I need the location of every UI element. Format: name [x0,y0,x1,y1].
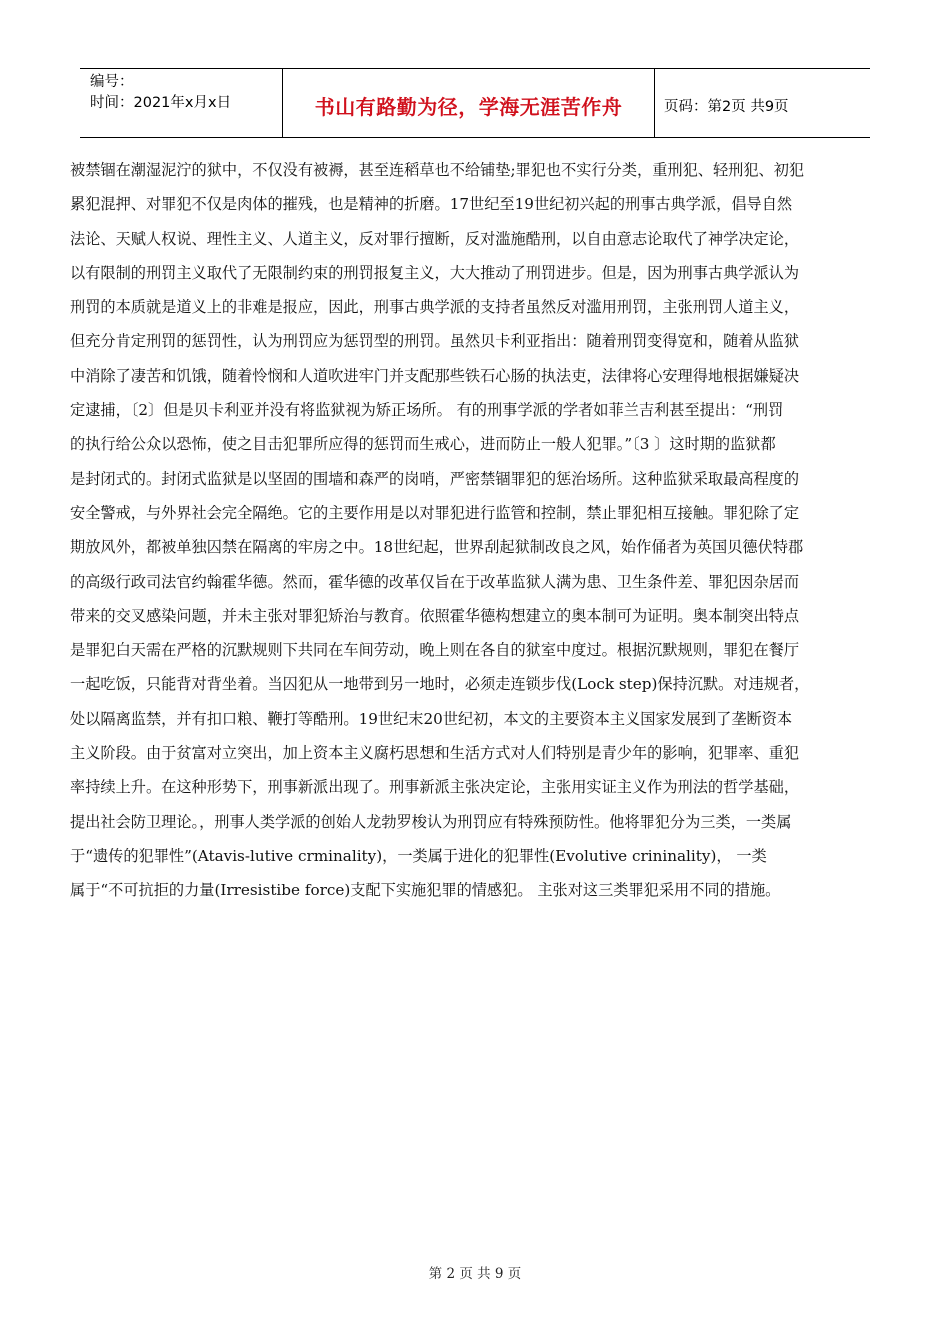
text-line: 刑罚的本质就是道义上的非难是报应，因此，刑事古典学派的支持者虽然反对滥用刑罚，主张刑罚人道主义， [70,298,799,317]
document-number: 编号： [90,74,134,90]
text-line: 处以隔离监禁，并有扣口粮、鞭打等酷刑。19世纪末20世纪初，本文的主要资本主义国家发展到了垄断资本 [70,709,793,728]
text-line: 安全警戒，与外界社会完全隔绝。它的主要作用是以对罪犯进行监管和控制，禁止罪犯相互接触。罪犯除了定 [70,503,799,522]
text-line: 以有限制的刑罚主义取代了无限制约束的刑罚报复主义，大大推动了刑罚进步。但是，因为刑事古典学派认为 [70,263,799,282]
text-line: 法论、天赋人权说、理性主义、人道主义，反对罪行擅断，反对滥施酷刑，以自由意志论取代了神学决定论， [70,229,799,248]
text-line: 中消除了凄苦和饥饿，随着怜悯和人道吹进牢门并支配那些铁石心肠的执法吏，法律将心安理得地根据嫌疑决 [70,366,799,385]
text-line: 是封闭式的。封闭式监狱是以坚固的围墙和森严的岗哨，严密禁锢罪犯的惩治场所。这种监狱采取最高程度的 [70,469,799,488]
text-line: 的高级行政司法官约翰霍华德。然而，霍华德的改革仅旨在于改革监狱人满为患、卫生条件差、罪犯因杂居而 [70,572,799,591]
text-line: 是罪犯白天需在严格的沉默规则下共同在车间劳动，晚上则在各自的狱室中度过。根据沉默规则，罪犯在餐厅 [70,641,799,660]
text-line: 属于“不可抗拒的力量(Irresistibe force)支配下实施犯罪的情感犯。 主张对这三类罪犯采用不同的措施。 [70,881,781,900]
text-line: 定逮捕，〔2〕但是贝卡利亚并没有将监狱视为矫正场所。 有的刑事学派的学者如菲兰吉利甚至提出：“刑罚 [70,401,784,420]
text-line: 被禁锢在潮湿泥泞的狱中，不仅没有被褥，甚至连稻草也不给铺垫;罪犯也不实行分类，重刑犯、轻刑犯、初犯 [70,161,805,179]
page-footer: 第 2 页 共 9 页 [428,1266,522,1282]
text-line: 提出社会防卫理论。，刑事人类学派的创始人龙勃罗梭认为刑罚应有特殊预防性。他将罪犯分为三类，一类属 [70,812,792,831]
text-line: 于“遗传的犯罪性”(Atavis-lutive crminality)，一类属于进化的犯罪性(Evolutive crininality)， 一类 [70,846,767,865]
text-line: 带来的交叉感染问题，并未主张对罪犯矫治与教育。依照霍华德构想建立的奥本制可为证明。奥本制突出特点 [70,606,799,625]
text-line: 累犯混押、对罪犯不仅是肉体的摧残，也是精神的折磨。17世纪至19世纪初兴起的刑事古典学派，倡导自然 [70,195,793,214]
page-header [80,68,870,138]
text-line: 的执行给公众以恐怖，使之目击犯罪所应得的惩罚而生戒心，进而防止一般人犯罪。”〔3 〕这时期的监狱都 [70,435,776,454]
document-date: 时间：2021年x月x日 [90,95,232,111]
text-line: 率持续上升。在这种形势下，刑事新派出现了。刑事新派主张决定论，主张用实证主义作为刑法的哲学基础， [70,778,799,797]
text-line: 但充分肯定刑罚的惩罚性，认为刑罚应为惩罚型的刑罚。虽然贝卡利亚指出：随着刑罚变得宽和，随着从监狱 [70,332,799,351]
text-line: 一起吃饭，只能背对背坐着。当囚犯从一地带到另一地时，必须走连锁步伐(Lock step)保持沉默。对违规者， [70,675,810,694]
text-line: 期放风外，都被单独囚禁在隔离的牢房之中。18世纪起，世界刮起狱制改良之风，始作俑者为英国贝德伏特郡 [70,538,804,557]
header-meta [80,69,282,137]
header-page-number: 页码：第2页 共9页 [664,98,789,115]
text-line: 主义阶段。由于贫富对立突出，加上资本主义腐朽思想和生活方式对人们特别是青少年的影响，犯罪率、重犯 [70,744,799,763]
header-motto: 书山有路勤为径，学海无涯苦作舟 [282,69,655,137]
body-text [70,153,885,908]
